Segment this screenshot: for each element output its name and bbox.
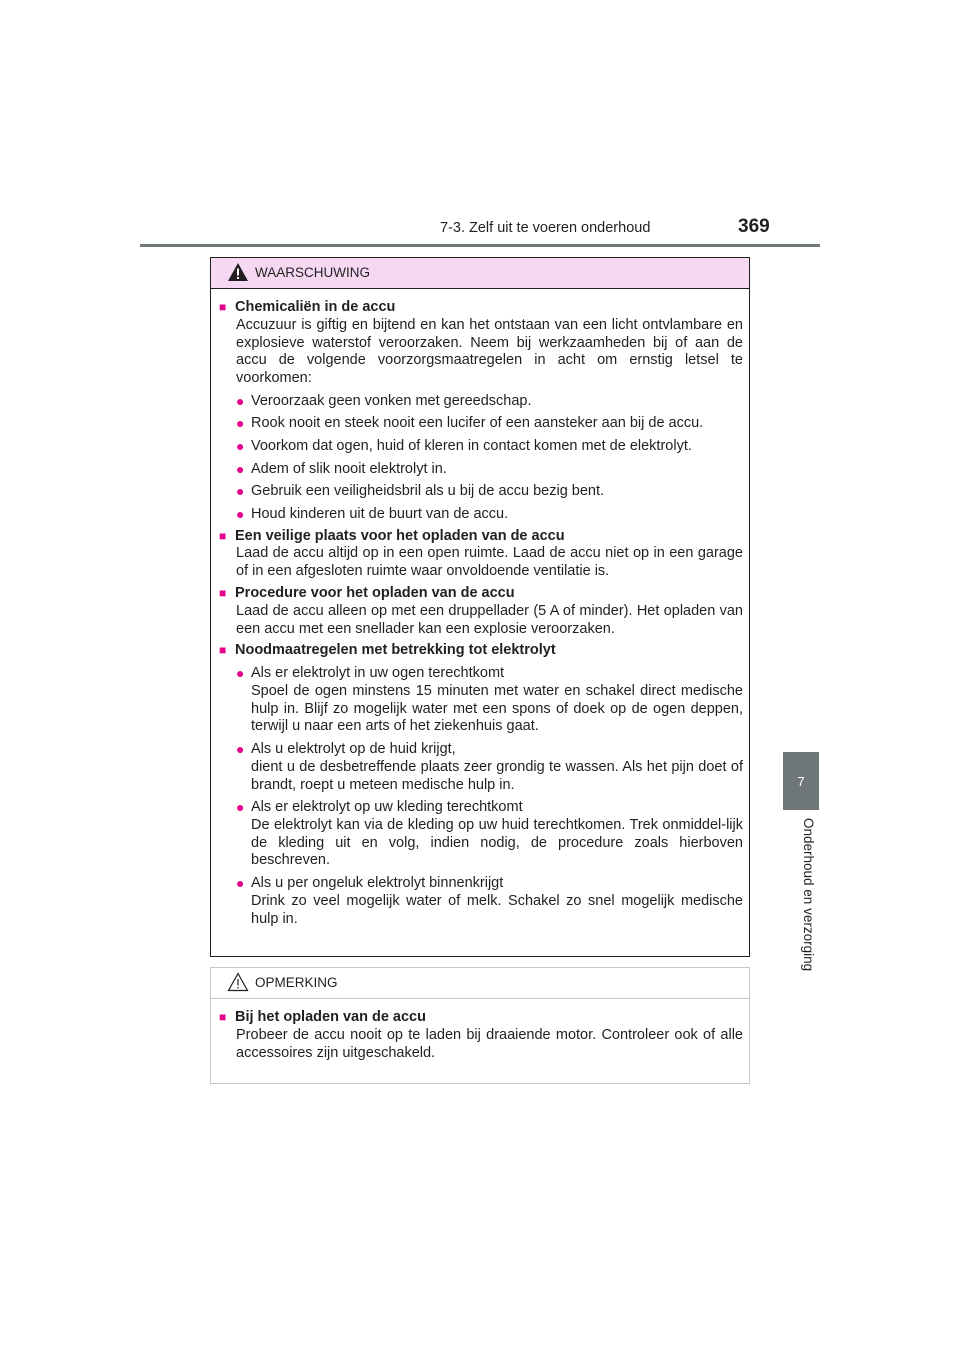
square-bullet-icon: ■ bbox=[219, 643, 227, 658]
round-bullet-icon: ● bbox=[236, 505, 245, 522]
section-title bbox=[219, 585, 743, 603]
bullet-text: Als er elektrolyt in uw ogen terechtkomt Spoel de ogen minstens 15 minuten met water en schakel direct medische hulp in. Blijf zo mogelijk water met een spons of doek op de ogen deppen, terwijl u naar een arts of het ziekenhuis gaat. bbox=[251, 664, 743, 735]
warning-icon bbox=[227, 262, 249, 282]
square-bullet-icon: ■ bbox=[219, 528, 227, 543]
round-bullet-icon: ● bbox=[236, 460, 245, 477]
bullet-item bbox=[236, 741, 743, 794]
header-divider bbox=[140, 244, 820, 247]
warning-label: WAARSCHUWING bbox=[255, 265, 370, 280]
notice-box bbox=[210, 967, 750, 1084]
chapter-label: Onderhoud en verzorging bbox=[801, 818, 816, 972]
section-paragraph: Laad de accu altijd op in een open ruimte. Laad de accu niet op in een garage of in een afgesloten ruimte waar onvoldoende ventilatie is. bbox=[236, 545, 743, 580]
round-bullet-icon: ● bbox=[236, 415, 245, 432]
bullet-text: Als u per ongeluk elektrolyt binnenkrijgt Drink zo veel mogelijk water of melk. Schakel zo snel mogelijk medische hulp in. bbox=[251, 875, 743, 927]
bullet-text: Adem of slik nooit elektrolyt in. bbox=[251, 460, 447, 477]
square-bullet-icon: ■ bbox=[219, 585, 227, 600]
section-title bbox=[219, 528, 743, 546]
section-title bbox=[219, 1009, 743, 1027]
bullet-text: Rook nooit en steek nooit een lucifer of een aansteker aan bij de accu. bbox=[251, 415, 704, 432]
section-heading: Noodmaatregelen met betrekking tot elektrolyt bbox=[235, 642, 556, 659]
warning-box bbox=[210, 257, 750, 957]
bullet-item bbox=[236, 506, 743, 524]
notice-icon bbox=[227, 972, 249, 992]
bullet-text: Houd kinderen uit de buurt van de accu. bbox=[251, 505, 509, 522]
bullet-item bbox=[236, 415, 743, 433]
chapter-tab: 7 bbox=[783, 752, 819, 810]
section-paragraph: Probeer de accu nooit op te laden bij draaiende motor. Controleer ook of alle accessoires zijn uitgeschakeld. bbox=[236, 1026, 743, 1061]
round-bullet-icon: ● bbox=[236, 740, 245, 757]
round-bullet-icon: ● bbox=[236, 483, 245, 500]
square-bullet-icon: ■ bbox=[219, 300, 227, 314]
round-bullet-icon: ● bbox=[236, 875, 245, 892]
bullet-item bbox=[236, 875, 743, 928]
bullet-text: Veroorzaak geen vonken met gereedschap. bbox=[251, 392, 532, 409]
bullet-item bbox=[236, 438, 743, 456]
section-heading: Bij het opladen van de accu bbox=[235, 1009, 426, 1025]
section-heading: Procedure voor het opladen van de accu bbox=[235, 584, 515, 601]
notice-body bbox=[211, 999, 749, 1062]
round-bullet-icon: ● bbox=[236, 799, 245, 816]
bullet-text: Gebruik een veiligheidsbril als u bij de accu bezig bent. bbox=[251, 483, 605, 500]
bullet-text: Als er elektrolyt op uw kleding terechtkomt De elektrolyt kan via de kleding op uw huid terechtkomen. Trek onmiddel-lijk de kleding uit en volg, indien nodig, de procedure zoals hierboven beschreven. bbox=[251, 799, 743, 869]
bullet-item bbox=[236, 393, 743, 411]
bullet-item bbox=[236, 461, 743, 479]
notice-header bbox=[211, 968, 749, 999]
bullet-item bbox=[236, 799, 743, 870]
warning-body bbox=[211, 289, 749, 928]
notice-label: OPMERKING bbox=[255, 975, 338, 990]
header-section-title: 7-3. Zelf uit te voeren onderhoud bbox=[440, 220, 651, 236]
section-title bbox=[219, 642, 743, 660]
bullet-item bbox=[236, 483, 743, 501]
bullet-text: Als u elektrolyt op de huid krijgt, dient u de desbetreffende plaats zeer grondig te wassen. Als het pijn doet of brandt, roept u meteen medische hulp in. bbox=[251, 740, 743, 793]
square-bullet-icon: ■ bbox=[219, 1010, 227, 1024]
bullet-text: Voorkom dat ogen, huid of kleren in contact komen met de elektrolyt. bbox=[251, 437, 692, 454]
round-bullet-icon: ● bbox=[236, 664, 245, 681]
section-heading: Een veilige plaats voor het opladen van de accu bbox=[235, 527, 565, 544]
round-bullet-icon: ● bbox=[236, 437, 245, 454]
page-number: 369 bbox=[738, 216, 770, 237]
section-heading: Chemicaliën in de accu bbox=[235, 299, 396, 315]
section-paragraph: Accuzuur is giftig en bijtend en kan het ontstaan van een licht ontvlambare en explosieve waterstof veroorzaken. Neem bij werkzaamheden bij of aan de accu de volgende voorzorgsmaatregelen in acht om ernstig letsel te voorkomen: bbox=[236, 316, 743, 387]
section-title bbox=[219, 299, 743, 317]
warning-header bbox=[211, 258, 749, 289]
round-bullet-icon: ● bbox=[236, 392, 245, 409]
section-paragraph: Laad de accu alleen op met een druppellader (5 A of minder). Het opladen van een accu met een snellader kan een explosie veroorzaken. bbox=[236, 602, 743, 637]
bullet-item bbox=[236, 665, 743, 736]
